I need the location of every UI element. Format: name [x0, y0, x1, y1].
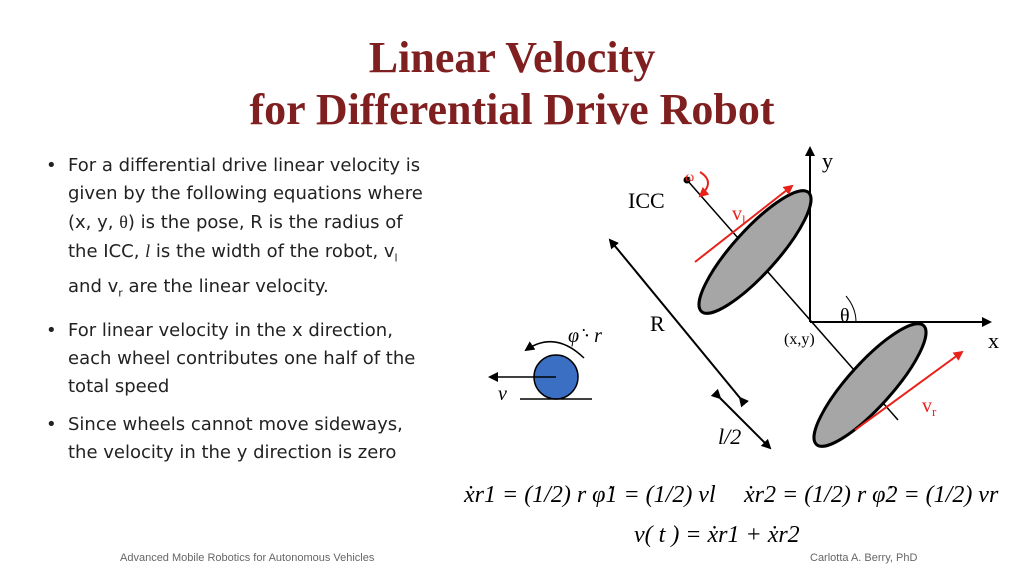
- title-line-2: for Differential Drive Robot: [249, 85, 775, 134]
- phi-r-label: φ̇ · r: [568, 325, 602, 347]
- footer-course: Advanced Mobile Robotics for Autonomous Vehicles: [120, 552, 375, 564]
- half-width-label: l/2: [718, 424, 742, 449]
- footer-author: Carlotta A. Berry, PhD: [810, 552, 918, 564]
- y-axis-label: y: [822, 148, 833, 173]
- equation-3: v( t ) = ẋr1 + ẋr2: [634, 522, 800, 548]
- left-wheel: [685, 178, 825, 326]
- omega-label: ω: [685, 170, 695, 185]
- theta-label: θ: [840, 305, 850, 327]
- icc-label: ICC: [628, 188, 665, 213]
- title-line-1: Linear Velocity: [368, 33, 656, 82]
- vr-label: $v_r$: [922, 395, 937, 419]
- pose-label: (x,y): [784, 331, 815, 348]
- bullet-2: • For linear velocity in the x direction, each wheel contributes one half of the total speed: [46, 317, 436, 401]
- equation-1: ẋr1 = (1/2) r φ̇1 = (1/2) vl: [464, 482, 716, 508]
- v-label: v: [498, 383, 507, 405]
- omega-arc: [700, 172, 708, 196]
- vl-label: $v_l$: [732, 203, 746, 227]
- r-label: R: [650, 311, 665, 336]
- equation-2: ẋr2 = (1/2) r φ̇2 = (1/2) vr: [744, 482, 999, 508]
- bullet-1: • For a differential drive linear velocity is given by the following equations where (x, y, θ) is the pose, R is the radius of the ICC, l is the width of the robot, $v_l$ and $v_r$ are the linear velocity.: [46, 152, 436, 307]
- x-axis-label: x: [988, 328, 999, 353]
- bullet-3: • Since wheels cannot move sideways, the velocity in the y direction is zero: [46, 411, 436, 467]
